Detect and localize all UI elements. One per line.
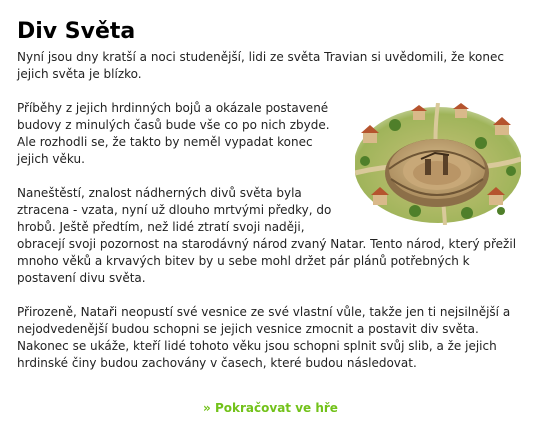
paragraph-natars: Naneštěstí, znalost nádherných divů světa byla ztracena - vzata, nyní už dlouho mrtvými předky, do hrobů. Ještě předtím, než lidé ztratí svoji naději, obracejí svoji pozornost na starodávný národ zvaný Natar. Tento národ, který přežil mnoho věků a krvavých bitev by u sebe mohl držet pár plánů potřebných k postavení divu světa. xyxy=(17,186,517,285)
paragraph-stories: Příběhy z jejich hrdinných bojů a okázale postavené budovy z minulých časů bude vše co po nich zbyde. Ale rozhodli se, že takto by neměl vypadat konec jejich věku. xyxy=(17,101,330,166)
paragraph-outcome: Přirozeně, Nataři neopustí své vesnice ze své vlastní vůle, takže jen ti nejsilnější a nejodvedenější budou schopni se jejich vesnice zmocnit a postavit div světa. Nakonec se ukáže, kteří lidé tohoto věku jsou schopni splnit svůj slib, a že jejich hrdinské činy budou zachovány v časech, které budou následovat. xyxy=(17,305,511,370)
continue-link[interactable]: » Pokračovat ve hře xyxy=(203,401,338,415)
paragraph-intro: Nyní jsou dny kratší a noci studenější, lidi ze světa Travian si uvědomili, že konec jejich světa je blízko. xyxy=(17,50,504,81)
content xyxy=(17,18,521,389)
page-title: Div Světa xyxy=(17,19,136,44)
natar-village-illustration xyxy=(355,103,521,225)
